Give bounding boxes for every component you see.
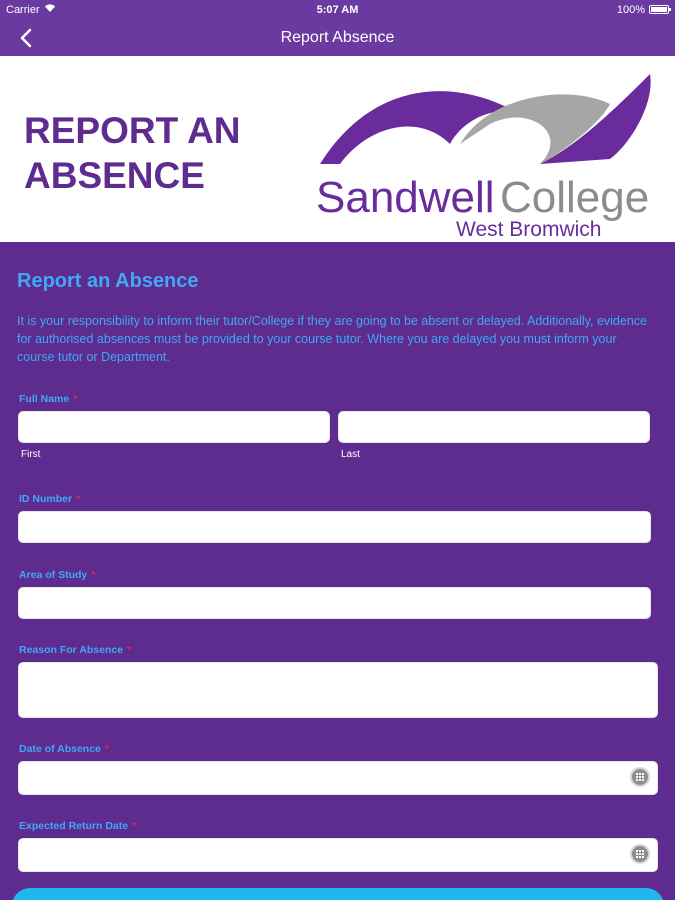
expected-return-label: Expected Return Date * (19, 820, 137, 832)
nav-bar (0, 20, 675, 56)
full-name-label: Full Name * (19, 393, 78, 405)
date-of-absence-input[interactable] (18, 761, 658, 795)
required-marker: * (132, 820, 137, 832)
required-marker: * (73, 393, 78, 405)
hero-banner (0, 56, 675, 242)
hero-heading: REPORT AN ABSENCE (24, 110, 241, 196)
battery-percent: 100% (616, 4, 645, 16)
status-bar (0, 0, 675, 20)
first-name-sublabel: First (21, 449, 41, 460)
calendar-icon[interactable] (630, 767, 650, 787)
nav-title: Report Absence (280, 29, 395, 46)
id-number-input[interactable] (18, 511, 651, 543)
date-of-absence-label: Date of Absence * (19, 743, 109, 755)
calendar-icon[interactable] (630, 844, 650, 864)
logo-name-grey: College (500, 173, 650, 222)
area-of-study-input[interactable] (18, 587, 651, 619)
reason-textarea[interactable] (18, 662, 658, 718)
status-time: 5:07 AM (316, 4, 359, 16)
college-logo (310, 64, 660, 240)
absence-form (0, 242, 675, 900)
reason-label: Reason For Absence * (19, 644, 132, 656)
id-number-label: ID Number * (19, 493, 81, 505)
area-of-study-label: Area of Study * (19, 569, 96, 581)
battery-icon (649, 5, 669, 14)
required-marker: * (91, 569, 96, 581)
form-intro: It is your responsibility to inform their tutor/College if they are going to be absent or delayed. Additionally, evidence for authorised absences must be provided to your course tutor. Where you are delayed you must inform your course tutor or Department. (17, 314, 647, 364)
logo-subtitle: West Bromwich (456, 218, 602, 240)
required-marker: * (127, 644, 132, 656)
required-marker: * (76, 493, 81, 505)
first-name-input[interactable] (18, 411, 330, 443)
logo-name-purple: Sandwell (316, 173, 495, 222)
form-title: Report an Absence (17, 270, 199, 292)
last-name-input[interactable] (338, 411, 650, 443)
last-name-sublabel: Last (341, 449, 360, 460)
expected-return-input[interactable] (18, 838, 658, 872)
submit-button[interactable] (12, 888, 664, 900)
required-marker: * (104, 743, 109, 755)
carrier-label: Carrier (6, 4, 40, 16)
